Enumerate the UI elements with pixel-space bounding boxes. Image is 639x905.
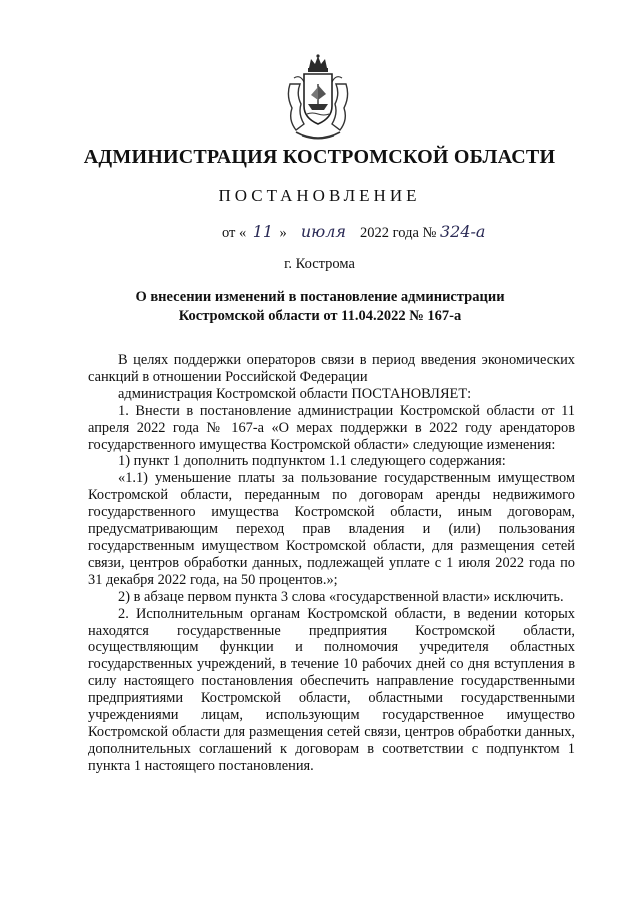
handwritten-month: июля bbox=[300, 222, 346, 241]
subject-line-1: О внесении изменений в постановление администрации bbox=[135, 289, 505, 305]
document-type: ПОСТАНОВЛЕНИЕ bbox=[218, 186, 421, 205]
body-paragraph: 1. Внести в постановление администрации Костромской области от 11 апреля 2022 года № 167-а «О мерах поддержки в 2022 году арендаторов государственного имущества Костромской области» следующие изменения: bbox=[88, 402, 575, 453]
organization-title: АДМИНИСТРАЦИЯ КОСТРОМСКОЙ ОБЛАСТИ bbox=[83, 146, 556, 168]
handwritten-day: 11 bbox=[252, 222, 274, 241]
handwritten-document-number: 324-а bbox=[439, 222, 486, 241]
body-paragraph: администрация Костромской области ПОСТАНОВЛЯЕТ: bbox=[118, 385, 472, 402]
body-paragraph: 2. Исполнительным органам Костромской области, в ведении которых находятся государственные предприятия Костромской области, осуществляющим функции и полномочия учредителя областных государственных учреждений, в течение 10 рабочих дней со дня вступления в силу настоящего постановления обеспечить направление государственными предприятиями Костромской области, областными государственными учреждениями лицам, использующим государственное имущество Костромской области для размещения сетей связи, центров обработки данных, дополнительных соглашений к договорам в соответствии с подпунктом 1 пункта 1 настоящего постановления. bbox=[88, 605, 575, 774]
document-body bbox=[88, 352, 575, 775]
date-year-text: 2022 года № bbox=[360, 225, 437, 241]
subject-line-2: Костромской области от 11.04.2022 № 167-а bbox=[178, 308, 462, 324]
coat-of-arms-icon bbox=[282, 54, 354, 146]
body-paragraph: В целях поддержки операторов связи в период введения экономических санкций в отношении Российской Федерации bbox=[88, 352, 575, 385]
date-prefix: от « bbox=[222, 225, 247, 241]
body-paragraph: 2) в абзаце первом пункта 3 слова «государственной власти» исключить. bbox=[118, 588, 564, 605]
date-line bbox=[222, 222, 492, 242]
date-quote-close: » bbox=[279, 225, 287, 241]
city-line: г. Кострома bbox=[284, 256, 355, 272]
body-paragraph: 1) пункт 1 дополнить подпунктом 1.1 следующего содержания: bbox=[118, 453, 506, 470]
document-subject bbox=[100, 288, 540, 326]
body-paragraph: «1.1) уменьшение платы за пользование государственным имуществом Костромской области, переданным по договорам аренды недвижимого государственного имущества Костромской области, иным договорам, предусматривающим переход прав владения и (или) пользования государственным имуществом Костромской области, для размещения сетей связи, центров обработки данных, подлежащей уплате с 1 июля 2022 года по 31 декабря 2022 года, на 50 процентов.»; bbox=[88, 470, 575, 588]
